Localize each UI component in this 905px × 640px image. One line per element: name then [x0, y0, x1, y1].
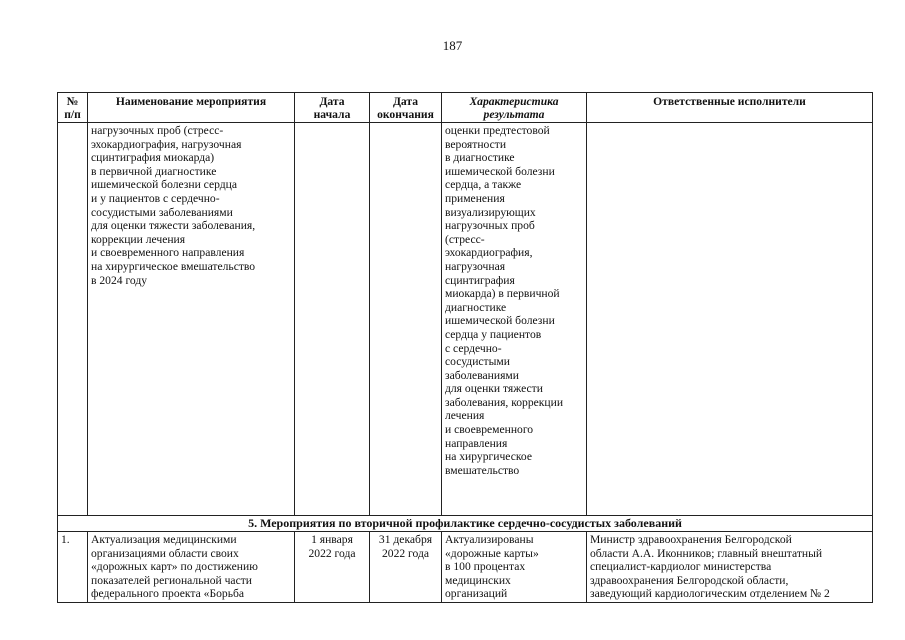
cell-responsible: [587, 532, 873, 603]
text-line: сердца у пациентов: [445, 327, 542, 341]
text-line: диагностике: [445, 300, 507, 314]
text-line: вмешательство: [445, 463, 520, 477]
text-line: ишемической болезни: [445, 314, 555, 328]
text-line: на хирургическое: [445, 450, 532, 464]
text-line: ишемической болезни сердца: [91, 178, 238, 192]
cell-name: [88, 532, 295, 603]
text-line: в 100 процентах: [445, 560, 526, 574]
section-heading: 5. Мероприятия по вторичной профилактике сердечно-сосудистых заболеваний: [58, 516, 873, 532]
text-line: в диагностике: [445, 151, 515, 165]
text-line: нагрузочных проб (стресс-: [91, 124, 224, 137]
cell-end-date: [370, 123, 442, 516]
text-line: нагрузочная: [445, 259, 506, 273]
cell-number: 1.: [58, 532, 88, 603]
text-line: визуализирующих: [445, 205, 536, 219]
text-line: здравоохранения Белгородской области,: [590, 573, 789, 587]
text-line: медицинских: [445, 573, 511, 587]
text-line: сердца, а также: [445, 178, 522, 192]
text-line: на хирургическое вмешательство: [91, 259, 256, 273]
cell-start-date: [295, 532, 370, 603]
text-line: Актуализация медицинскими: [91, 533, 237, 546]
text-line: коррекции лечения: [91, 232, 186, 246]
text-line: сцинтиграфия миокарда): [91, 151, 215, 165]
cell-number: [58, 123, 88, 516]
column-header-number: № п/п: [58, 93, 88, 123]
text-line: для оценки тяжести: [445, 382, 543, 396]
text-line: «дорожные карты»: [445, 546, 539, 560]
text-line: 2022 года: [381, 546, 430, 560]
table-row: [58, 123, 873, 516]
page-number: 187: [442, 38, 463, 53]
text-line: лечения: [445, 409, 485, 423]
text-line: в первичной диагностике: [91, 164, 217, 178]
text-line: и своевременного: [445, 423, 534, 437]
text-line: показателей региональной части: [91, 573, 252, 587]
text-line: ишемической болезни: [445, 164, 555, 178]
table-row: [58, 532, 873, 603]
section-heading-row: [58, 516, 873, 532]
text-line: области А.А. Иконников; главный внештатный: [590, 546, 823, 560]
cell-result: [442, 532, 587, 603]
text-line: (стресс-: [445, 232, 485, 246]
column-header-name: Наименование мероприятия: [88, 93, 295, 123]
table-header-row: [58, 93, 873, 123]
text-line: сцинтиграфия: [445, 273, 515, 287]
text-line: оценки предтестовой: [445, 124, 550, 137]
text-line: организациями области своих: [91, 546, 239, 560]
text-line: организаций: [445, 587, 508, 601]
cell-responsible: [587, 123, 873, 516]
text-line: нагрузочных проб: [445, 219, 535, 233]
text-line: применения: [445, 191, 505, 205]
text-line: заведующий кардиологическим отделением № 2: [590, 587, 830, 601]
column-header-result: Характеристика результата: [442, 93, 587, 123]
text-line: специалист-кардиолог министерства: [590, 560, 772, 574]
text-line: в 2024 году: [91, 273, 148, 287]
text-line: вероятности: [445, 137, 507, 151]
text-line: сосудистыми заболеваниями: [91, 205, 233, 219]
cell-result: [442, 123, 587, 516]
measures-table: [57, 92, 873, 603]
text-line: «дорожных карт» по достижению: [91, 560, 258, 574]
text-line: с сердечно-: [445, 341, 502, 355]
column-header-end-date: Дата окончания: [370, 93, 442, 123]
text-line: сосудистыми: [445, 355, 510, 369]
text-line: 2022 года: [308, 546, 356, 560]
text-line: эхокардиография,: [445, 246, 533, 260]
cell-end-date: [370, 532, 442, 603]
text-line: Министр здравоохранения Белгородской: [590, 533, 792, 546]
text-line: и своевременного направления: [91, 246, 245, 260]
text-line: 31 декабря: [378, 533, 433, 546]
text-line: направления: [445, 436, 508, 450]
column-header-responsible: Ответственные исполнители: [587, 93, 873, 123]
text-line: заболевания, коррекции: [445, 395, 564, 409]
cell-start-date: [295, 123, 370, 516]
text-line: федерального проекта «Борьба: [91, 587, 245, 601]
text-line: Актуализированы: [445, 533, 534, 546]
text-line: миокарда) в первичной: [445, 287, 560, 301]
text-line: для оценки тяжести заболевания,: [91, 219, 256, 233]
column-header-start-date: Дата начала: [295, 93, 370, 123]
text-line: и у пациентов с сердечно-: [91, 191, 220, 205]
text-line: эхокардиография, нагрузочная: [91, 137, 242, 151]
text-line: заболеваниями: [445, 368, 519, 382]
cell-name: [88, 123, 295, 516]
text-line: 1 января: [311, 533, 353, 546]
